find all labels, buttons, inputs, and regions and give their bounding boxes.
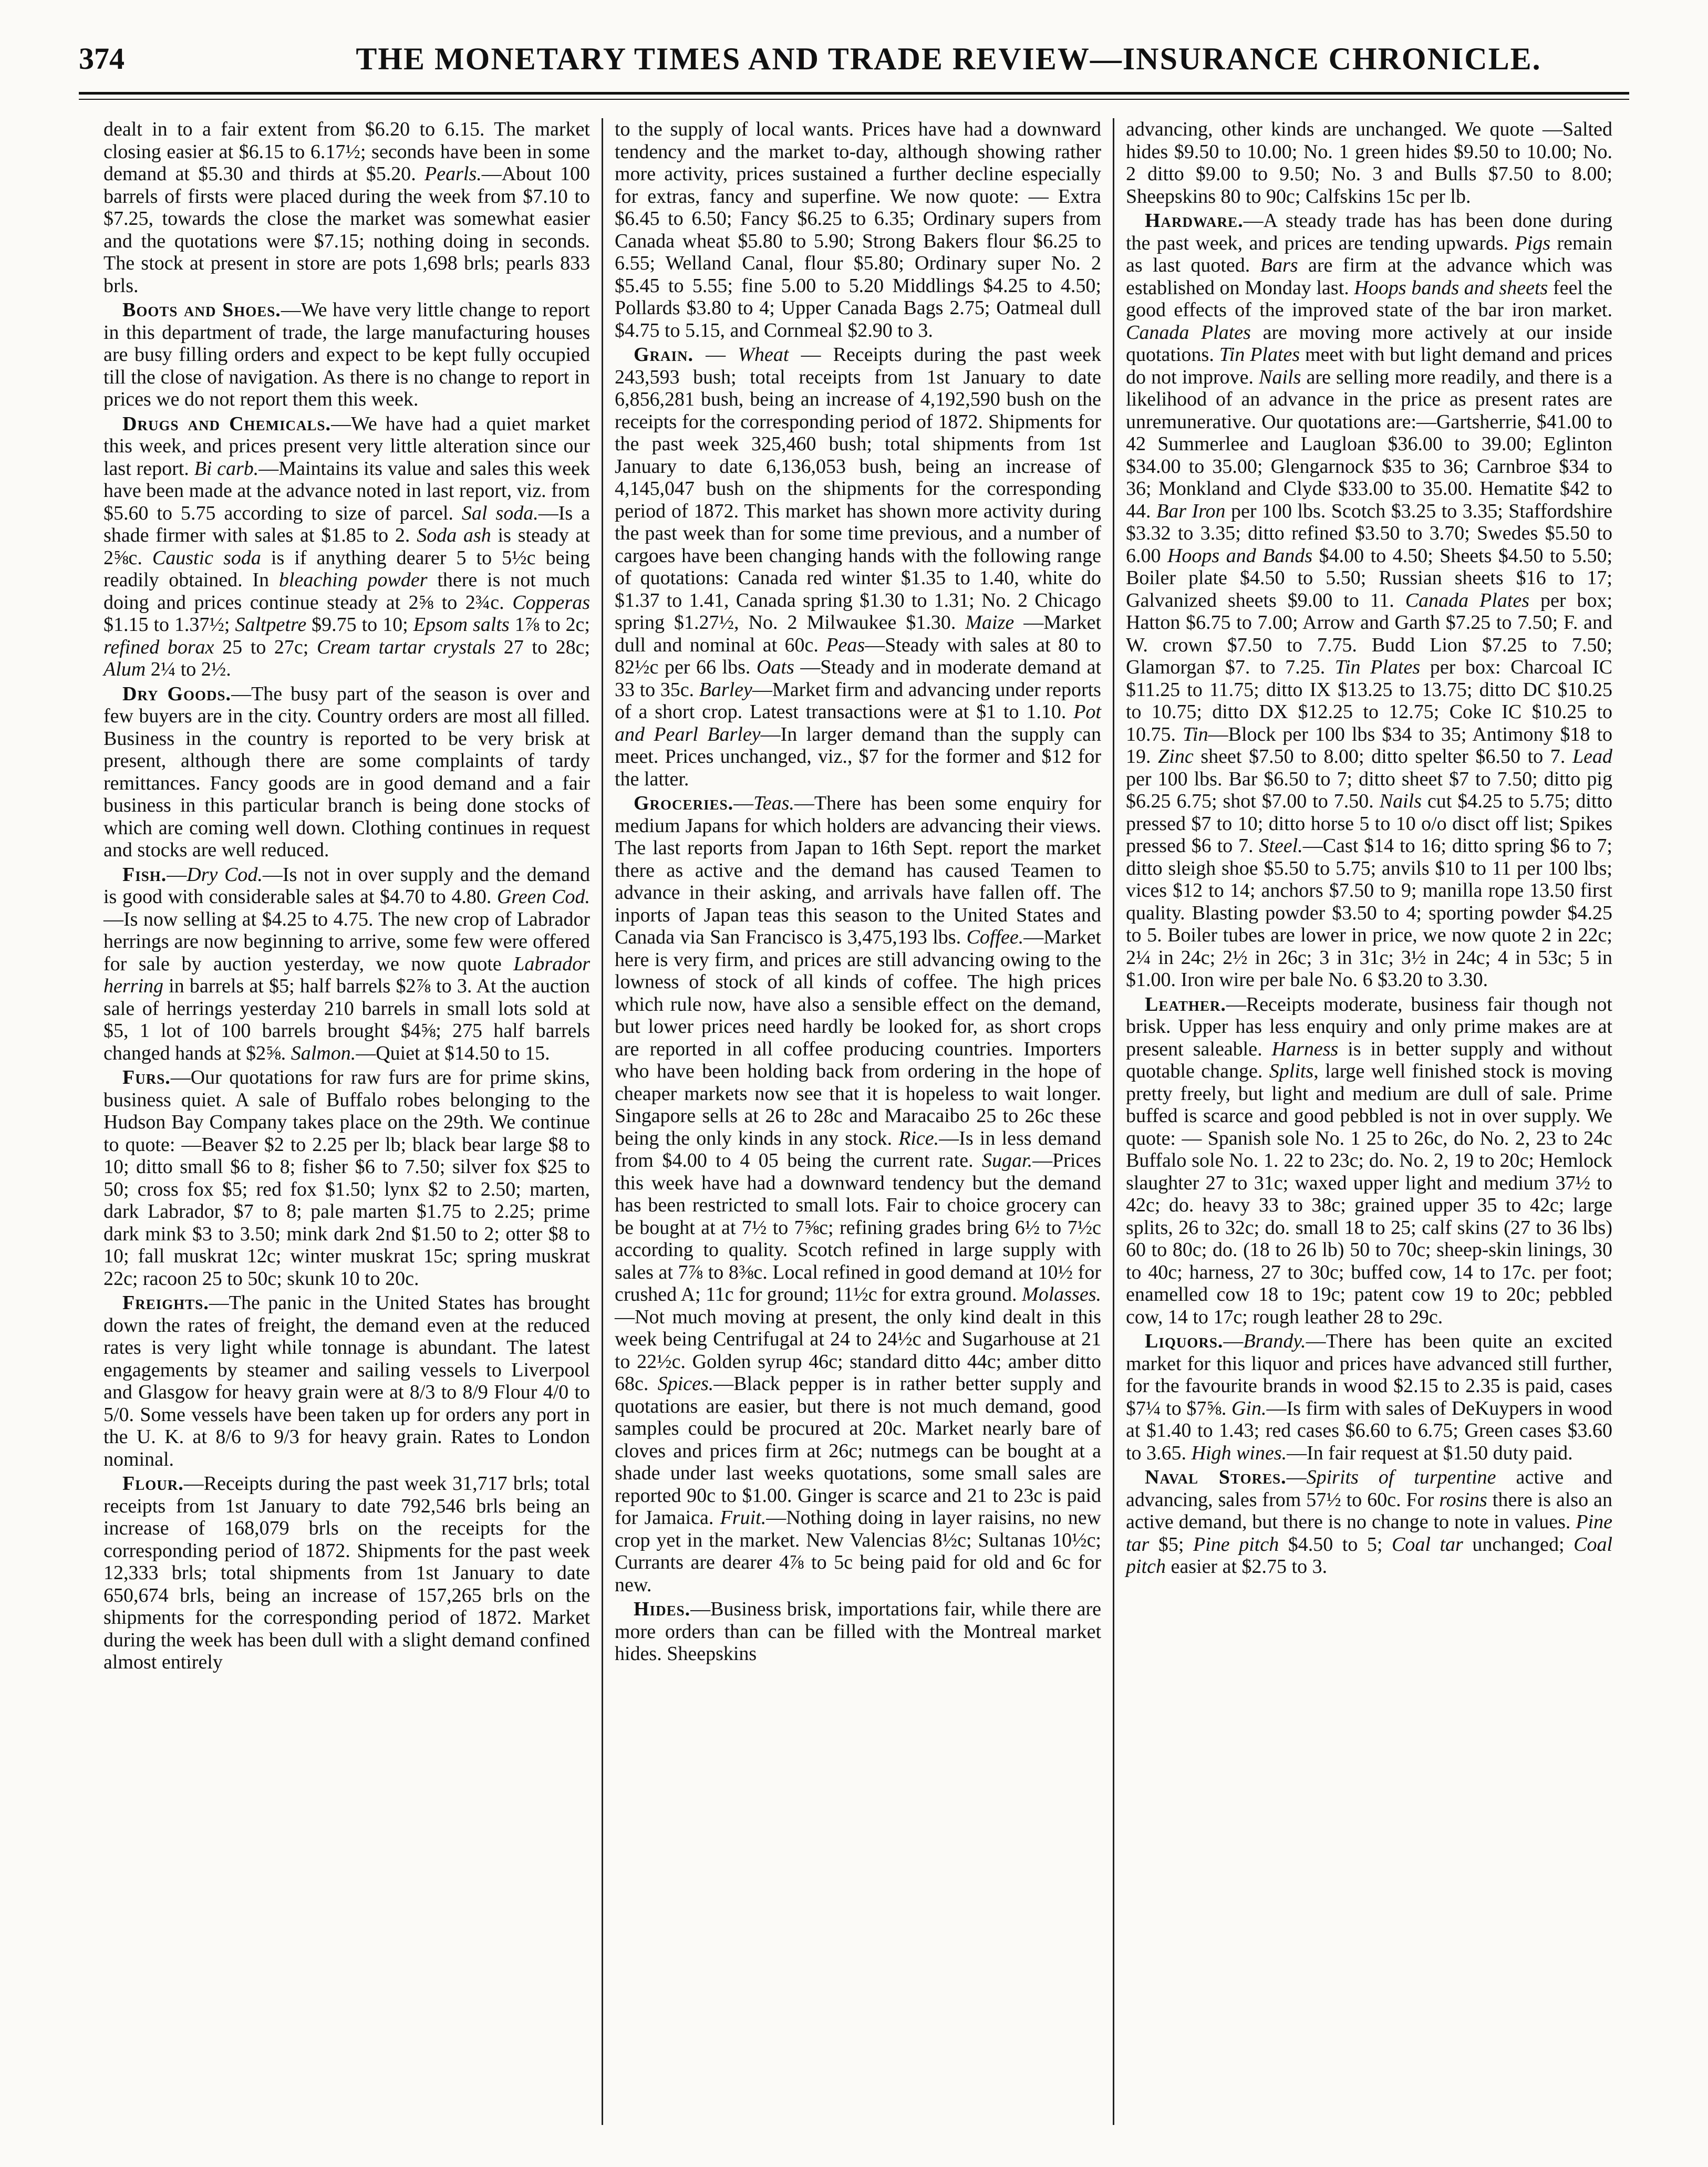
article-paragraph: [1126, 1466, 1612, 1578]
article-paragraph: [103, 864, 590, 1065]
body-text: —Steady with sales at 80 to 82½c per 66 lbs.: [615, 634, 1101, 678]
article-paragraph: [103, 118, 590, 297]
section-heading: Furs.: [122, 1066, 171, 1088]
body-text: —A steady trade has has been done during the past week, and prices are tending upwards.: [1126, 210, 1612, 254]
body-text: —Is not in over supply and the demand is good with considerable sales at $4.70 to 4.80.: [103, 863, 590, 908]
section-heading: Dry Goods.: [122, 682, 232, 705]
subheading: Splits: [1269, 1060, 1314, 1082]
subheading: Labrador herring: [103, 952, 590, 997]
article-paragraph: [103, 683, 590, 862]
body-text: —Is a shade firmer with sales at $1.85 to 2.: [103, 502, 590, 546]
article-paragraph: [1126, 118, 1612, 208]
column-3: [1113, 118, 1624, 2125]
body-text: is in better supply and without quotable change.: [1126, 1038, 1612, 1082]
subheading: Pigs: [1515, 232, 1551, 254]
body-text: —Quiet at $14.50 to 15.: [356, 1042, 550, 1064]
section-heading: Hides.: [634, 1598, 691, 1620]
subheading: Pine pitch: [1193, 1533, 1279, 1556]
subheading: Lead: [1572, 745, 1612, 768]
subheading: Barley: [699, 678, 752, 701]
body-text: $9.75 to 10;: [306, 614, 413, 636]
body-text: per box: Charcoal IC $11.25 to 11.75; ditto IX $13.25 to 13.75; ditto DC $10.25 to 10.75; ditto DX $12.25 to 12.75; Coke IC $10.25 to 10.75.: [1126, 656, 1612, 745]
subheading: Pot and Pearl Barley: [615, 701, 1101, 745]
subheading: Nails: [1379, 790, 1422, 812]
body-text: —: [167, 863, 187, 886]
subheading: Sal soda.: [461, 502, 539, 524]
subheading: Spirits of turpentine: [1306, 1466, 1496, 1488]
subheading: bleaching powder: [278, 569, 428, 591]
section-heading: Flour.: [122, 1473, 184, 1495]
section-heading: Leather.: [1145, 993, 1226, 1015]
subheading: Bar Iron: [1156, 500, 1226, 522]
article-paragraph: [103, 413, 590, 681]
subheading: rosins: [1439, 1488, 1487, 1511]
subheading: Canada Plates: [1405, 589, 1530, 611]
body-text: —Market firm and advancing under reports of a short crop. Latest transactions were at $1 to 1.10.: [615, 678, 1101, 723]
article-paragraph: [1126, 210, 1612, 991]
body-text: —: [733, 792, 754, 814]
page-number: 374: [79, 42, 125, 76]
body-text: advancing, other kinds are unchanged. We quote —Salted hides $9.50 to 10.00; No. 1 green hides $9.50 to 10.00; No. 2 ditto $9.00 to 9.50; No. 3 and Bulls $7.50 to 8.00; Sheepskins 80 to 90c; Calfskins 15c per lb.: [1126, 118, 1612, 208]
body-text: $4.50 to 5;: [1279, 1533, 1392, 1556]
body-text: is steady at 2⅝c.: [103, 524, 590, 569]
body-text: —: [693, 344, 738, 366]
subheading: Nails: [1259, 366, 1301, 388]
body-text: —Cast $14 to 16; ditto spring $6 to 7; ditto sleigh shoe $5.50 to 5.75; anvils $10 to 11 per 100 lbs; vices $12 to 14; anchors $7.50 to 9; manilla rope 13.50 first quality. Blasting powder $3.50 to 4; sporting powder $4.25 to 5. Boiler tubes are lower in price, we now quote 2 in 22c; 2¼ in 24c; 2½ in 26c; 3 in 31c; 3½ in 24c; 4 in 53c; 5 in $1.00. Iron wire per bale No. 6 $3.20 to 3.30.: [1126, 835, 1612, 991]
body-text: —Is in less demand from $4.00 to 4 05 being the current rate.: [615, 1127, 1102, 1171]
body-text: there is not much doing and prices continue steady at 2⅝ to 2¾c.: [103, 569, 590, 614]
subheading: Peas: [826, 634, 865, 656]
body-text: in barrels at $5; half barrels $2⅞ to 3. At the auction sale of herrings yesterday 210 barrels in small lots sold at $5, 1 lot of 100 barrels brought $4⅝; 275 half barrels changed hands at $2⅝.: [103, 975, 590, 1064]
body-text: sheet $7.50 to 8.00; ditto spelter $6.50 to 7.: [1193, 745, 1572, 768]
body-text: is if anything dearer 5 to 5½c being readily obtained. In: [103, 546, 591, 591]
subheading: Copperas: [512, 591, 590, 614]
body-text: —Black pepper is in rather better supply and quotations are easier, but there is not much demand, good samples could be procured at 20c. Market nearly bare of cloves and prices firm at 26c; nutmegs can be bought at a shade under last weeks quotations, some small sales are reported 90c to $1.00. Ginger is scarce and 21 to 23c is paid for Jamaica.: [615, 1373, 1101, 1529]
body-text: —About 100 barrels of firsts were placed during the week from $7.10 to $7.25, towards the close the market was somewhat easier and the quotations were $7.15; nothing doing in seconds. The stock at present in store are pots 1,698 brls; pearls 833 brls.: [103, 163, 591, 297]
subheading: Cream tartar crystals: [316, 636, 496, 658]
body-text: meet with but light demand and prices do not improve.: [1126, 344, 1613, 388]
body-text: —Receipts moderate, business fair though not brisk. Upper has less enquiry and only prime makes are at present saleable.: [1126, 993, 1612, 1060]
header-rule: [79, 92, 1629, 95]
subheading: Epsom salts: [413, 614, 510, 636]
body-text: —Nothing doing in layer raisins, no new crop yet in the market. New Valencias 8½c; Sultanas 10½c; Currants are dearer 4⅞ to 5c being paid for old and 6c for new.: [615, 1507, 1102, 1596]
article-paragraph: [615, 1598, 1101, 1665]
subheading: Salmon.: [291, 1042, 356, 1064]
subheading: Canada Plates: [1126, 321, 1251, 344]
subheading: Hoops and Bands: [1167, 544, 1313, 567]
article-paragraph: [103, 1473, 590, 1674]
section-heading: Fish.: [122, 863, 167, 886]
body-text: remain as last quoted.: [1126, 232, 1612, 276]
body-text: $4.00 to 4.50; Sheets $4.50 to 5.50; Boiler plate $4.50 to 5.50; Russian sheets $16 to 17; Galvanized sheets $9.00 to 11.: [1126, 544, 1612, 611]
body-text: active and advancing, sales from 57½ to 60c. For: [1126, 1466, 1613, 1511]
body-text: —There has been quite an excited market for this liquor and prices have advanced still further, for the favourite brands in wood $2.15 to 2.35 is paid, cases $7¼ to $7⅝.: [1126, 1330, 1612, 1419]
body-text: —The busy part of the season is over and few buyers are in the city. Country orders are most all filled. Business in the country is reported to be very brisk at present, although there are some complaints of tardy remittances. Fancy goods are in good demand and a fair business in this particular branch is being done stocks of which are coming well down. Clothing continues in request and stocks are well reduced.: [103, 682, 590, 861]
subheading: Tin Plates: [1334, 656, 1421, 678]
body-text: —Business brisk, importations fair, while there are more orders than can be filled with the Montreal market hides. Sheepskins: [615, 1598, 1101, 1665]
subheading: Zinc: [1158, 745, 1194, 768]
body-text: —In fair request at $1.50 duty paid.: [1287, 1442, 1573, 1464]
subheading: Bars: [1260, 254, 1298, 276]
body-text: —: [1223, 1330, 1244, 1352]
column-1: [92, 118, 602, 2125]
body-text: —Is firm with sales of DeKuypers in wood at $1.40 to 1.43; red cases $6.60 to 6.75; Green cases $3.60 to 3.65.: [1126, 1397, 1612, 1464]
section-heading: Drugs and Chemicals.: [122, 412, 332, 435]
subheading: Coal tar: [1392, 1533, 1463, 1556]
body-text: —Not much moving at present, the only kind dealt in this week being Centrifugal at 24 to 24½c and Sugarhouse at 21 to 22½c. Golden syrup 46c; standard ditto 44c; amber ditto 68c.: [615, 1305, 1101, 1395]
section-heading: Hardware.: [1145, 210, 1244, 232]
body-text: easier at $2.75 to 3.: [1165, 1556, 1328, 1578]
subheading: Saltpetre: [235, 614, 307, 636]
subheading: Gin.: [1231, 1397, 1267, 1419]
section-heading: Boots and Shoes.: [122, 299, 281, 321]
article-paragraph: [103, 299, 590, 411]
body-text: —There has been some enquiry for medium Japans for which holders are advancing their views. The last reports from Japan to 16th Sept. report the market there as active and the demand has caused Teamen to advance in their asking, and arrivals have fallen off. The inports of Japan teas this season to the United States and Canada via San Francisco is 3,475,193 lbs.: [615, 792, 1101, 948]
body-text: — Receipts during the past week 243,593 bush; total receipts from 1st January to date 6,856,281 bush, being an increase of 4,192,590 bush on the receipts for the corresponding period of 1872. Shipments for the past week 325,460 bush; total shipments from 1st January to date 6,136,053 bush, being an increase of 4,145,047 bush on the shipments for the corresponding period of 1872. This market has shown more activity during the past week than for some time previous, and a number of cargoes have been changing hands with the following range of quotations: Canada red winter $1.35 to 1.40, white do $1.37 to 1.41, Canada spring $1.30 to 1.31; No. 2 Chicago spring $1.27½, No. 2 Milwaukee $1.30.: [615, 344, 1101, 634]
section-heading: Naval Stores.: [1145, 1466, 1287, 1488]
body-text: 1⅞ to 2c;: [509, 614, 590, 636]
body-text: —We have had a quiet market this week, and prices present very little alteration since our last report.: [103, 412, 590, 480]
subheading: Hoops bands and sheets: [1354, 276, 1548, 299]
section-heading: Liquors.: [1145, 1330, 1224, 1352]
body-text: —Steady and in moderate demand at 33 to 35c.: [615, 656, 1101, 701]
body-text: —: [1286, 1466, 1307, 1488]
body-text: to the supply of local wants. Prices have had a downward tendency and the market to-day, although showing rather more activity, prices sustained a further decline especially for extras, fancy and superfine. We now quote: — Extra $6.45 to 6.50; Fancy $6.25 to 6.35; Ordinary supers from Canada wheat $5.80 to 5.90; Strong Bakers flour $6.25 to 6.55; Welland Canal, flour $5.80; Ordinary super No. 2 $5.45 to 5.55; fine 5.00 to 5.20 Middlings $4.25 to 4.50; Pollards $3.80 to 4; Upper Canada Bags 2.75; Oatmeal dull $4.75 to 5.15, and Cornmeal $2.90 to 3.: [615, 118, 1101, 341]
subheading: Harness: [1271, 1038, 1339, 1060]
article-paragraph: [103, 1292, 590, 1470]
subheading: Pearls.: [425, 163, 482, 185]
subheading: Tin: [1183, 723, 1208, 745]
body-text: per 100 lbs. Scotch $3.25 to 3.35; Staffordshire $3.32 to 3.35; ditto refined $3.50 to 3.70; Swedes $5.50 to 6.00: [1126, 500, 1612, 567]
body-text: —Our quotations for raw furs are for prime skins, business quiet. A sale of Buffalo robes belonging to the Hudson Bay Company takes place on the 29th. We continue to quote: —Beaver $2 to 2.25 per lb; black bear large $8 to 10; ditto small $6 to 8; fisher $6 to 7.50; silver fox $25 to 50; cross fox $5; red fox $1.50; lynx $2 to 2.50; marten, dark Labrador, $7 to 8; pale marten $1.75 to 2.25; prime dark mink $3 to 3.50; mink dark 2nd $1.50 to 2; otter $8 to 10; fall muskrat 12c; winter muskrat 15c; spring muskrat 22c; racoon 25 to 50c; skunk 10 to 20c.: [103, 1066, 590, 1290]
article-paragraph: [103, 1066, 590, 1290]
subheading: refined borax: [103, 636, 214, 658]
body-text: —In larger demand than the supply can meet. Prices unchanged, viz., $7 for the former and $12 for the latter.: [615, 723, 1101, 790]
subheading: Steel.: [1259, 835, 1303, 857]
body-text: 2¼ to 2½.: [146, 658, 231, 680]
subheading: Rice.: [898, 1127, 939, 1149]
subheading: Green Cod.: [496, 886, 590, 908]
body-text: $1.15 to 1.37½;: [103, 614, 235, 636]
body-text: cut $4.25 to 5.75; ditto pressed $7 to 10; ditto horse 5 to 10 o/o disct off list; Spikes pressed $6 to 7.: [1126, 790, 1612, 857]
article-paragraph: [1126, 1330, 1612, 1464]
subheading: Caustic soda: [152, 546, 261, 569]
body-text: —Receipts during the past week 31,717 brls; total receipts from 1st January to date 792,546 brls being an increase of 168,079 brls on the receipts for the corresponding period of 1872. Shipments for the past week 12,333 brls; total shipments from 1st January to date 650,674 brls, being an increase of 157,265 brls on the shipments for the corresponding period of 1872. Market during the week has been dull with a slight demand confined almost entirely: [103, 1473, 590, 1673]
section-heading: Groceries.: [634, 792, 734, 814]
subheading: Maize: [965, 611, 1015, 634]
subheading: Alum: [103, 658, 146, 680]
subheading: Fruit.: [720, 1507, 767, 1529]
body-text: —Market dull and nominal at 60c.: [615, 611, 1101, 656]
subheading: Molasses.: [1022, 1283, 1101, 1305]
body-text: —Block per 100 lbs $34 to 35; Antimony $18 to 19.: [1126, 723, 1613, 768]
subheading: High wines.: [1191, 1442, 1287, 1464]
body-text: there is also an active demand, but there is no change to note in values.: [1126, 1488, 1612, 1533]
subheading: Brandy.: [1243, 1330, 1306, 1352]
article-paragraph: [1126, 993, 1612, 1329]
page-header: [79, 32, 1629, 95]
subheading: Spices.: [657, 1373, 714, 1395]
subheading: Teas.: [753, 792, 794, 814]
subheading: Soda ash: [417, 524, 491, 546]
article-paragraph: [615, 118, 1101, 341]
subheading: Coal pitch: [1126, 1533, 1613, 1578]
article-columns: [92, 118, 1624, 2125]
body-text: —Market here is very firm, and prices are still advancing owing to the lowness of stock of all kinds of coffee. The high prices which rule now, have also a sensible effect on the demand, but lower prices need hardly be looked for, as short crops are reported in all coffee producing countries. Importers who have been holding back from ordering in the hope of cheaper markets now see that it is hopeless to wait longer. Singapore sells at 26 to 28c and Maracaibo 25 to 26c these being the only kinds in any stock.: [615, 926, 1101, 1149]
subheading: Tin Plates: [1219, 344, 1300, 366]
body-text: 27 to 28c;: [495, 636, 591, 658]
body-text: per 100 lbs. Bar $6.50 to 7; ditto sheet $7 to 7.50; ditto pig $6.25 6.75; shot $7.00 to 7.50.: [1126, 768, 1612, 812]
body-text: —Prices this week have had a downward tendency but the demand has been restricted to small lots. Fair to choice grocery can be bought at at 7½ to 7⅝c; refining grades bring 6½ to 7½c according to quality. Scotch refined in large supply with sales at 7⅞ to 8⅜c. Local refined in good demand at 10½ for crushed A; 11c for ground; 11½c for extra ground.: [615, 1149, 1101, 1305]
page-title: THE MONETARY TIMES AND TRADE REVIEW—INSURANCE CHRONICLE.: [356, 42, 1541, 76]
column-2: [602, 118, 1113, 2125]
subheading: Wheat: [738, 344, 789, 366]
body-text: —Is now selling at $4.25 to 4.75. The new crop of Labrador herrings are now beginning to arrive, some few were offered for sale by auction yesterday, we now quote: [103, 908, 590, 975]
body-text: dealt in to a fair extent from $6.20 to 6.15. The market closing easier at $6.15 to 6.17½; seconds have been in some demand at $5.30 and thirds at $5.20.: [103, 118, 590, 185]
subheading: Oats: [756, 656, 794, 678]
body-text: $5;: [1149, 1533, 1194, 1556]
subheading: Coffee.: [966, 926, 1024, 948]
header-rule-thin: [79, 99, 1629, 100]
subheading: Dry Cod.: [187, 863, 263, 886]
body-text: —The panic in the United States has brought down the rates of freight, the demand even at the reduced rates is very light while tonnage is abundant. The latest engagements by steamer and sailing vessels to Liverpool and Glasgow for heavy grain were at 8/3 to 8/9 Flour 4/0 to 5/0. Some vessels have been taken up for orders any port in the U. K. at 8/6 to 9/3 for heavy grain. Rates to London nominal.: [103, 1292, 590, 1470]
subheading: Sugar.: [982, 1149, 1033, 1171]
body-text: 25 to 27c;: [214, 636, 317, 658]
subheading: Bi carb.: [194, 457, 259, 480]
body-text: , large well finished stock is moving pretty freely, but light and medium are dull of sale. Prime buffed is scarce and good pebbled is not in over supply. We quote: — Spanish sole No. 1 25 to 26c, do No. 2, 23 to 24c Buffalo sole No. 1. 22 to 23c; do. No. 2, 19 to 20c; Hemlock slaughter 27 to 31c; waxed upper light and medium 37½ to 42c; do. heavy 33 to 38c; grained upper 35 to 42c; large splits, 26 to 32c; do. small 18 to 25; calf skins (27 to 36 lbs) 60 to 80c; do. (18 to 26 lb) 50 to 70c; sheep-skin linings, 30 to 40c; harness, 27 to 30c; buffed cow, 14 to 17c. per foot; enamelled cow 18 to 19c; patent cow 19 to 20c; pebbled cow, 14 to 17c; rough leather 28 to 29c.: [1126, 1060, 1613, 1328]
body-text: per box; Hatton $6.75 to 7.00; Arrow and Garth $7.25 to 7.50; F. and W. crown $7.50 to 7.75. Budd Lion $7.25 to 7.50; Glamorgan $7. to 7.25.: [1126, 589, 1613, 678]
article-paragraph: [615, 792, 1101, 1596]
subheading: Pine tar: [1126, 1511, 1612, 1556]
body-text: are selling more readily, and there is a likelihood of an advance in the price as present rates are unremunerative. Our quotations are:—Gartsherrie, $41.00 to 42 Summerlee and Laugloan $36.00 to 39.00; Eglinton $34.00 to 35.00; Glengarnock $35 to 36; Carnbroe $34 to 36; Monkland and Clyde $33.00 to 35.00. Hematite $42 to 44.: [1126, 366, 1612, 522]
body-text: —We have very little change to report in this department of trade, the large manufacturing houses are busy filling orders and expect to be kept fully occupied till the close of navigation. As there is no change to report in prices we do not report them this week.: [103, 299, 590, 410]
section-heading: Freights.: [122, 1292, 209, 1314]
body-text: unchanged;: [1463, 1533, 1574, 1556]
body-text: —Maintains its value and sales this week have been made at the advance noted in last report, viz. from $5.60 to 5.75 according to size of parcel.: [103, 457, 590, 524]
article-paragraph: [615, 344, 1101, 790]
section-heading: Grain.: [634, 344, 694, 366]
body-text: are firm at the advance which was established on Monday last.: [1126, 254, 1612, 299]
body-text: feel the good effects of the improved state of the bar iron market.: [1126, 276, 1612, 321]
body-text: are moving more actively at our inside quotations.: [1126, 321, 1612, 366]
